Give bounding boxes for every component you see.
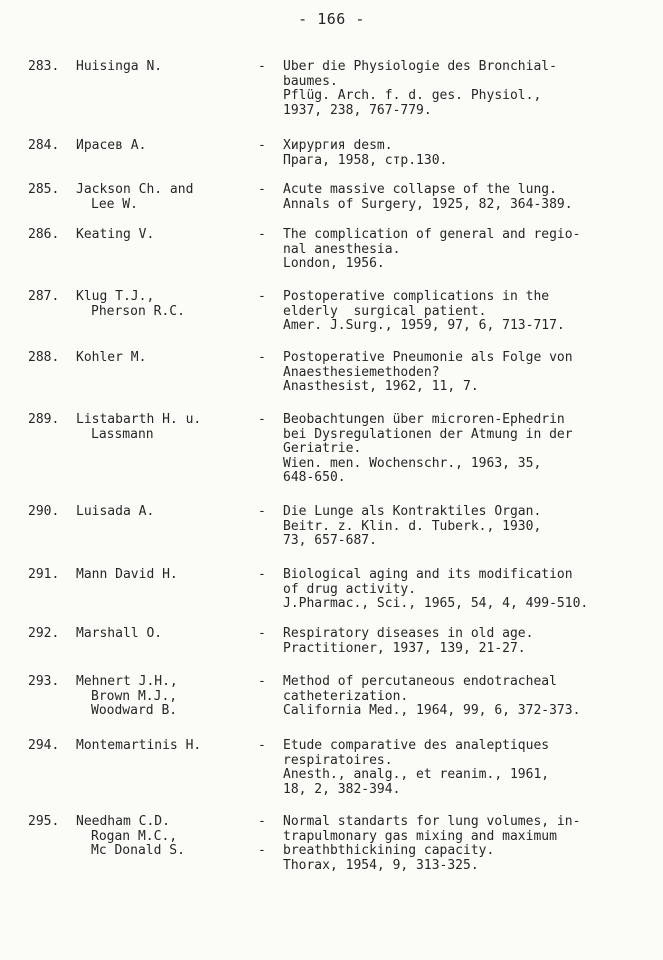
author-line: Listabarth H. u. [76,412,202,427]
entry-authors [76,183,193,212]
entry-authors [76,505,154,520]
reference-line: Etude comparative des analeptiques [283,738,550,753]
entry-authors [76,627,162,642]
entry-number: 292. [28,626,60,641]
entry-dash: - [258,567,266,582]
reference-line: Die Lunge als Kontraktiles Organ. [283,504,542,519]
entry-dash: - [258,350,266,365]
reference-line: Beitr. z. Klin. d. Tuberk., 1930, [283,518,542,534]
entry-dash: - [258,412,266,427]
reference-line: London, 1956. [283,256,385,271]
reference-line: J.Pharmac., Sci., 1965, 54, 4, 499-510. [283,596,589,611]
author-line: Keating V. [76,227,155,242]
author-line: Brown M.J., [91,688,178,704]
entry-number: 287. [28,289,60,304]
reference-line: trapulmonary gas mixing and maximum [283,828,557,844]
entry-reference [283,139,643,168]
author-line: Mehnert J.H., [76,674,178,689]
entry-number: 293. [28,674,60,689]
author-line: Rogan M.C., [91,828,178,844]
reference-line: bei Dysregulationen der Atmung in der [283,426,573,442]
author-line: Ирасев А. [76,138,147,153]
reference-line: 1937, 238, 767-779. [283,102,432,118]
reference-line: breathbthickining capacity. [283,843,495,858]
author-line: Lee W. [91,196,138,212]
entry-number: 289. [28,412,60,427]
entry-number: 294. [28,738,60,753]
reference-line: respiratoires. [283,752,393,768]
author-line: Pherson R.C. [91,303,185,319]
entry-dash: - [258,289,266,304]
entry-dash-secondary: - [258,843,266,858]
reference-line: Method of percutaneous endotracheal [283,674,557,689]
reference-line: Annals of Surgery, 1925, 82, 364-389. [283,196,573,212]
author-line: Huisinga N. [76,59,163,74]
author-line: Luisada A. [76,504,155,519]
author-line: Kohler M. [76,350,147,365]
reference-line: Anaesthesiemethoden? [283,364,440,380]
reference-line: Wien. men. Wochenschr., 1963, 35, [283,455,542,471]
entry-reference [283,815,643,873]
entry-dash: - [258,674,266,689]
reference-line: Amer. J.Surg., 1959, 97, 6, 713-717. [283,318,565,333]
author-line: Montemartinis H. [76,738,202,753]
entry-number: 283. [28,59,60,74]
reference-line: 648-650. [283,470,346,485]
entry-reference [283,60,643,118]
reference-line: Uber die Physiologie des Bronchial- [283,59,557,74]
entry-number: 286. [28,227,60,242]
reference-line: Anasthesist, 1962, 11, 7. [283,379,479,394]
entry-reference [283,568,643,612]
reference-line: The complication of general and regio- [283,227,581,242]
entry-dash: - [258,814,266,829]
reference-line: California Med., 1964, 99, 6, 372-373. [283,703,581,718]
author-line: Jackson Ch. and [76,182,194,197]
entry-number: 290. [28,504,60,519]
reference-line: Прага, 1958, стр.130. [283,152,448,168]
entry-number: 288. [28,350,60,365]
entry-authors [76,351,146,366]
entry-dash: - [258,626,266,641]
reference-line: Practitioner, 1937, 139, 21-27. [283,640,526,656]
entry-authors [76,60,162,75]
author-line: Mc Donald S. [91,843,185,858]
entry-reference [283,413,643,486]
reference-line: Thorax, 1954, 9, 313-325. [283,857,479,873]
author-line: Klug T.J., [76,289,155,304]
author-line: Needham C.D. [76,814,170,829]
author-line: Mann David H. [76,567,178,582]
entry-dash: - [258,182,266,197]
entry-reference [283,228,643,272]
reference-line: Postoperative complications in the [283,289,550,304]
entry-authors [76,815,185,859]
reference-line: Хирургия desm. [283,138,393,153]
entry-authors [76,568,178,583]
author-line: Marshall O. [76,626,163,641]
entry-number: 291. [28,567,60,582]
entry-dash: - [258,227,266,242]
author-line: Lassmann [91,426,154,442]
entry-reference [283,290,643,334]
reference-line: 18, 2, 382-394. [283,781,401,797]
reference-line: 73, 657-687. [283,533,377,548]
entry-authors [76,739,201,754]
entry-dash: - [258,738,266,753]
entry-reference [283,627,643,656]
entry-authors [76,139,146,154]
entry-dash: - [258,59,266,74]
entry-number: 295. [28,814,60,829]
reference-line: Geriatrie. [283,441,362,456]
reference-line: Anesth., analg., et reanim., 1961, [283,767,550,782]
reference-line: Respiratory diseases in old age. [283,626,534,641]
reference-line: Normal standarts for lung volumes, in- [283,814,581,829]
reference-line: Acute massive collapse of the lung. [283,182,557,197]
entry-number: 284. [28,138,60,153]
entry-reference [283,675,643,719]
entry-number: 285. [28,182,60,197]
entry-authors [76,413,201,442]
reference-line: baumes. [283,73,338,89]
reference-line: Biological aging and its modification [283,567,573,582]
reference-line: catheterization. [283,688,409,704]
entry-authors [76,290,185,319]
reference-line: Postoperative Pneumonie als Folge von [283,350,573,365]
entry-dash: - [258,138,266,153]
entry-dash: - [258,504,266,519]
reference-line: Beobachtungen über microren-Ephedrin [283,412,565,427]
reference-line: of drug activity. [283,581,417,597]
entry-reference [283,505,643,549]
entry-authors [76,675,178,719]
page-number: - 166 - [298,10,365,28]
reference-line: nal anesthesia. [283,241,401,257]
reference-line: Pflüg. Arch. f. d. ges. Physiol., [283,88,542,103]
author-line: Woodward B. [91,703,178,718]
entry-reference [283,183,643,212]
entry-reference [283,351,643,395]
entry-reference [283,739,643,797]
entry-authors [76,228,154,243]
reference-line: elderly surgical patient. [283,303,487,319]
